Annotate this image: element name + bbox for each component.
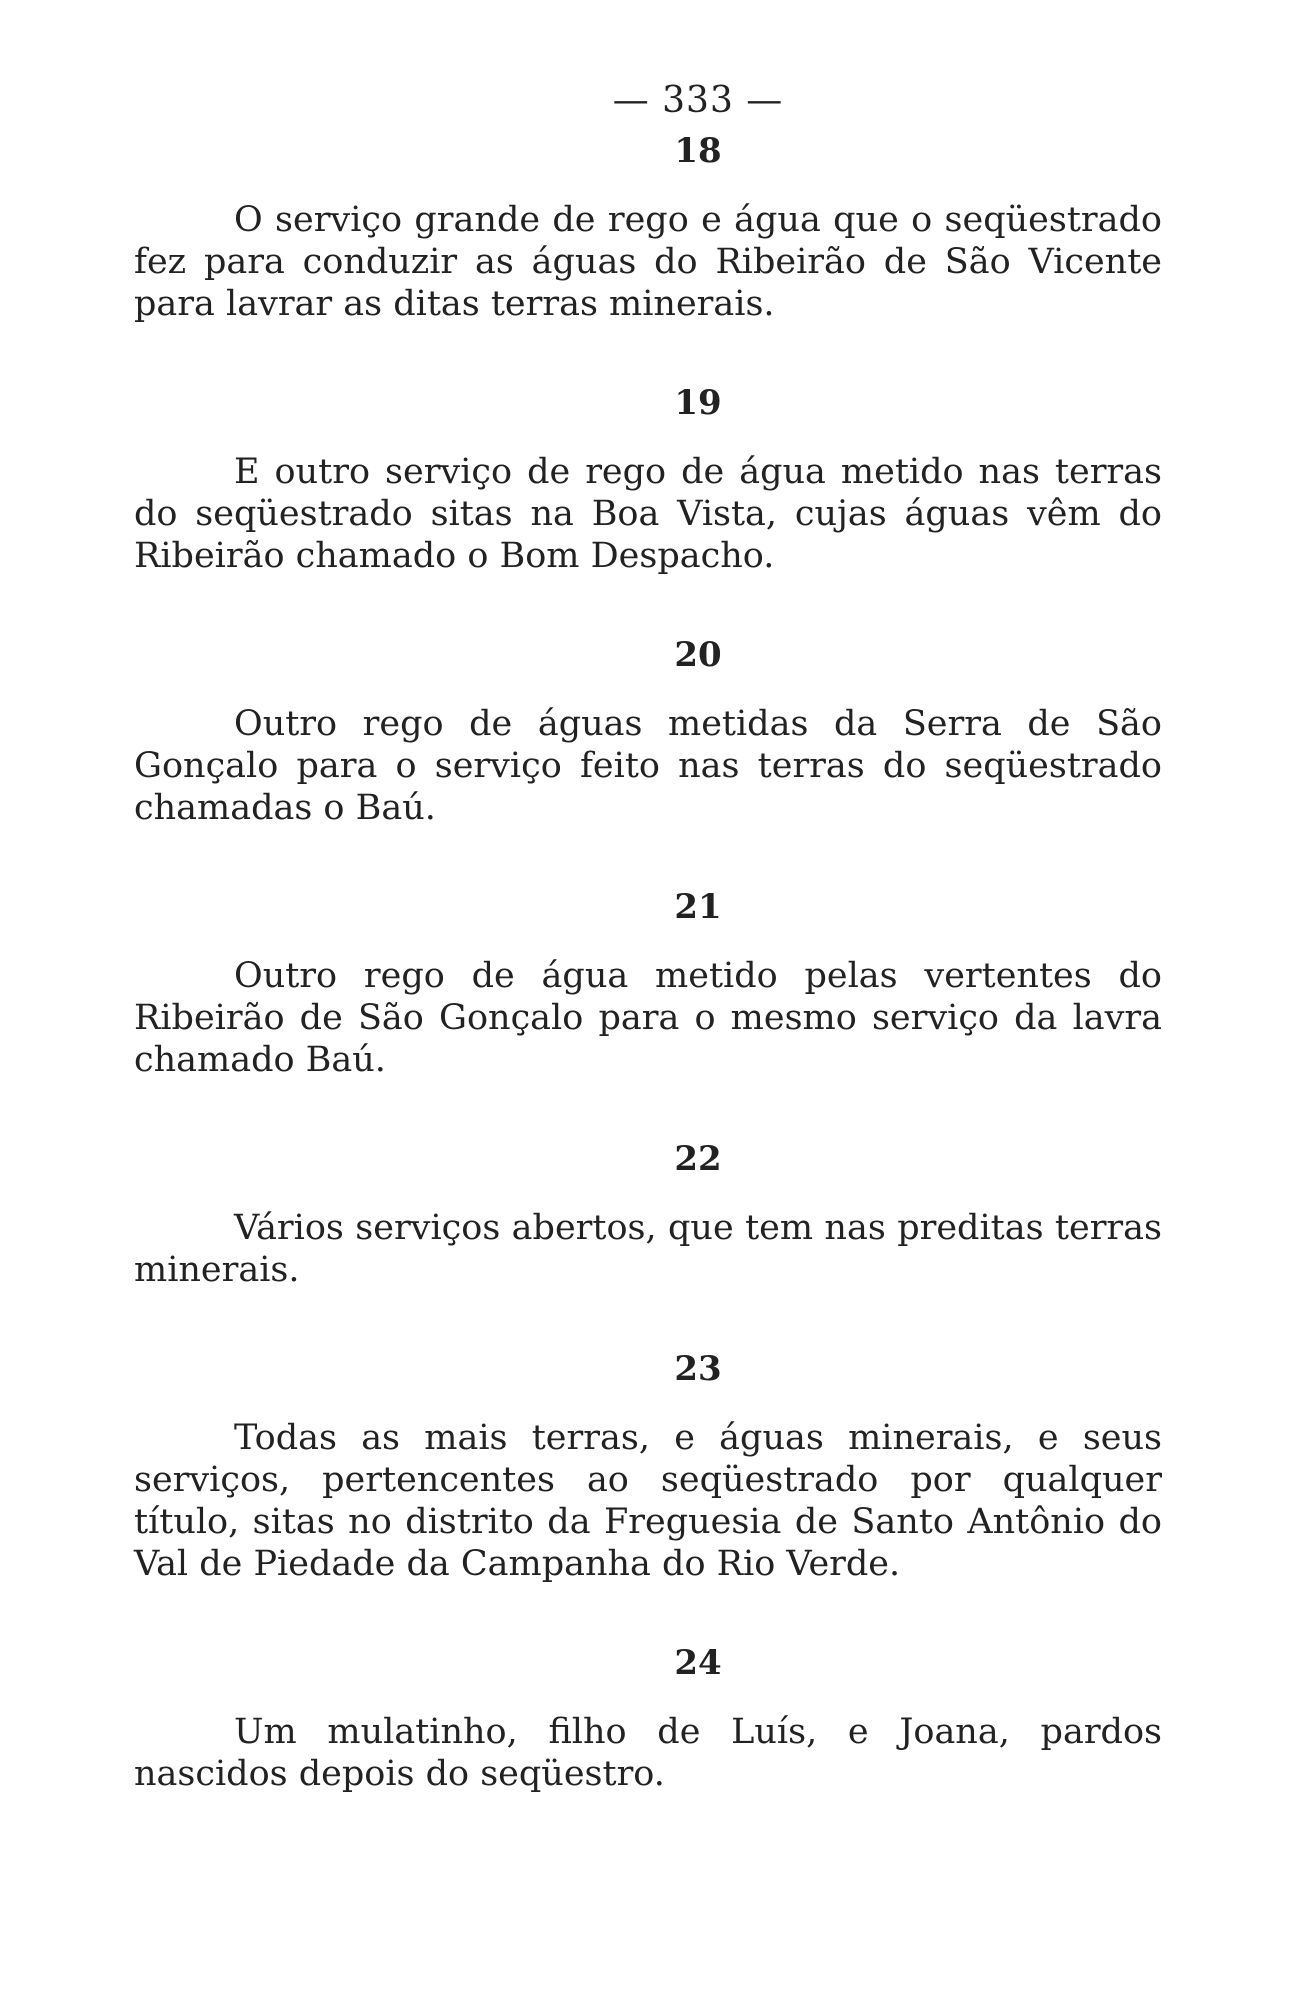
- item-19: [134, 383, 1162, 577]
- item-24: [134, 1643, 1162, 1795]
- item-text: Um mulatinho, filho de Luís, e Joana, pardos nascidos depois do seqüestro.: [134, 1712, 1162, 1794]
- item-number: 22: [674, 1139, 722, 1179]
- item-number: 23: [674, 1349, 722, 1389]
- item-number: 21: [674, 887, 722, 927]
- item-18: [134, 131, 1162, 325]
- item-text: Vários serviços abertos, que tem nas preditas terras minerais.: [134, 1208, 1162, 1290]
- item-22: [134, 1139, 1162, 1291]
- document-page: [134, 60, 1162, 1795]
- item-text: Outro rego de águas metidas da Serra de São Gonçalo para o serviço feito nas terras do seqüestrado chamadas o Baú.: [134, 704, 1162, 828]
- item-text: Todas as mais terras, e águas minerais, e seus serviços, pertencentes ao seqüestrado por qualquer título, sitas no distrito da Freguesia de Santo Antônio do Val de Piedade da Campanha do Rio Verde.: [134, 1418, 1162, 1584]
- item-21: [134, 887, 1162, 1081]
- item-number: 18: [674, 131, 722, 171]
- item-text: Outro rego de água metido pelas vertentes do Ribeirão de São Gonçalo para o mesmo serviço da lavra chamado Baú.: [134, 956, 1162, 1080]
- item-text: E outro serviço de rego de água metido nas terras do seqüestrado sitas na Boa Vista, cujas águas vêm do Ribeirão chamado o Bom Despacho.: [134, 452, 1162, 576]
- item-number: 24: [674, 1643, 722, 1683]
- item-text: O serviço grande de rego e água que o seqüestrado fez para conduzir as águas do Ribeirão de São Vicente para lavrar as ditas terras minerais.: [134, 200, 1162, 324]
- item-number: 20: [674, 635, 722, 675]
- item-23: [134, 1349, 1162, 1585]
- item-20: [134, 635, 1162, 829]
- page-number: — 333 —: [612, 80, 784, 121]
- item-number: 19: [674, 383, 722, 423]
